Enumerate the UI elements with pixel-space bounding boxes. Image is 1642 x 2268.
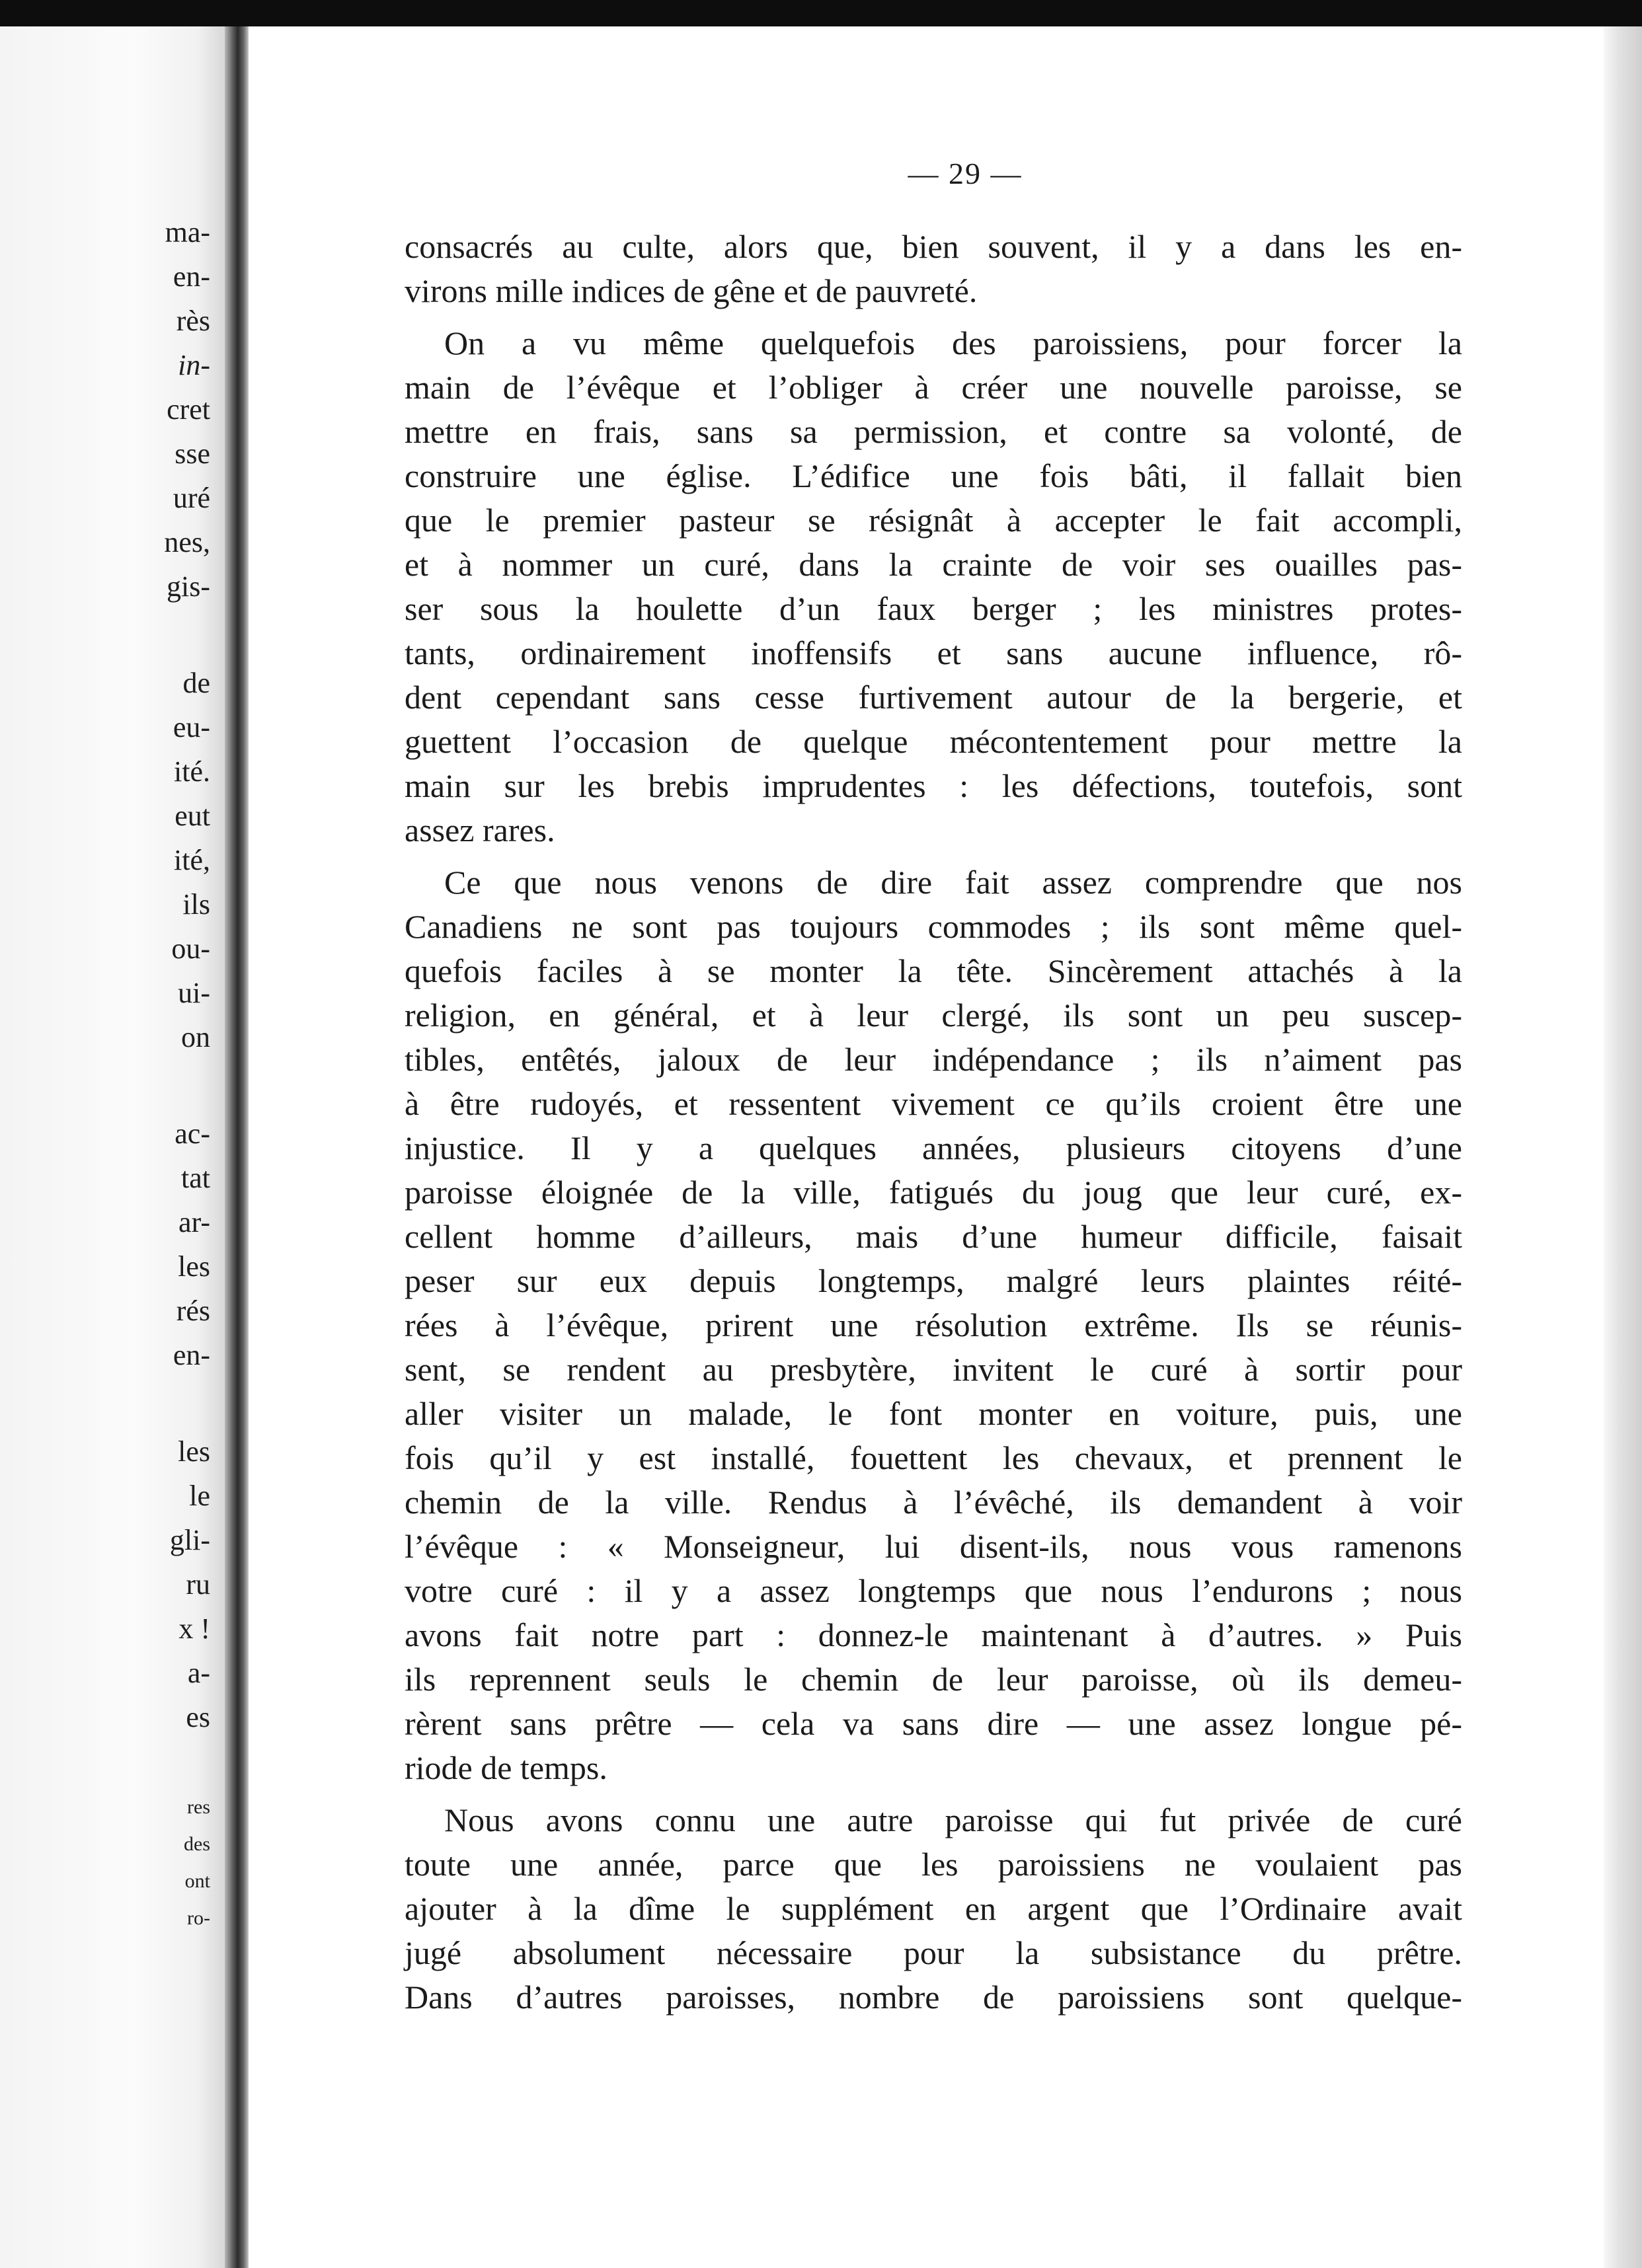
fragment: x ! [178, 1612, 210, 1645]
text-line: et à nommer un curé, dans la crainte de voir ses ouailles pas- [405, 546, 1462, 583]
text-line: peser sur eux depuis longtemps, malgré leurs plaintes réité- [405, 1262, 1462, 1299]
text-line: chemin de la ville. Rendus à l’évêché, ils demandent à voir [405, 1484, 1462, 1521]
fragment: ont [184, 1870, 210, 1892]
fragment: nes, [164, 526, 210, 558]
fragment: rés [176, 1295, 210, 1327]
text-line: tants, ordinairement inoffensifs et sans aucune influence, rô- [405, 634, 1462, 671]
fragment: gis- [167, 570, 210, 603]
text-line: toute une année, parce que les paroissiens ne voulaient pas [405, 1846, 1462, 1883]
paragraph [405, 1798, 1462, 2020]
fragment: es [186, 1701, 210, 1733]
text-line: l’évêque : « Monseigneur, lui disent-ils, nous vous ramenons [405, 1528, 1462, 1565]
text-line: guettent l’occasion de quelque mécontentement pour mettre la [405, 723, 1462, 760]
text-line: sent, se rendent au presbytère, invitent le curé à sortir pour [405, 1351, 1462, 1388]
text-line: On a vu même quelquefois des paroissiens, pour forcer la [444, 324, 1462, 361]
text-line: paroisse éloignée de la ville, fatigués du joug que leur curé, ex- [405, 1174, 1462, 1211]
text-line: votre curé : il y a assez longtemps que nous l’endurons ; nous [405, 1572, 1462, 1609]
text-line: avons fait notre part : donnez-le maintenant à d’autres. » Puis [405, 1616, 1462, 1653]
scan-top-border [0, 0, 1642, 26]
text-line: ajouter à la dîme le supplément en argent que l’Ordinaire avait [405, 1890, 1462, 1927]
text-line: tibles, entêtés, jaloux de leur indépendance ; ils n’aiment pas [405, 1041, 1462, 1078]
text-line: à être rudoyés, et ressentent vivement ce qu’ils croient être une [405, 1085, 1462, 1122]
fragment: a- [187, 1657, 210, 1689]
fragment: le [189, 1480, 210, 1512]
text-line: fois qu’il y est installé, fouettent les chevaux, et prennent le [405, 1439, 1462, 1476]
fragment: on [181, 1021, 210, 1053]
fragment: sse [175, 437, 210, 470]
fragment: tat [181, 1162, 210, 1194]
text-line: mettre en frais, sans sa permission, et contre sa volonté, de [405, 413, 1462, 450]
facing-page-text [0, 26, 225, 2268]
fragment: ro- [187, 1907, 210, 1929]
fragment: ru [186, 1568, 210, 1601]
text-line: riode de temps. [405, 1749, 607, 1786]
fragment: res [187, 1796, 210, 1818]
text-line: cellent homme d’ailleurs, mais d’une humeur difficile, faisait [405, 1218, 1462, 1255]
fragment: eu- [173, 711, 210, 743]
page-edge [1604, 26, 1642, 2268]
fragment: en- [173, 1339, 210, 1371]
body-text [405, 225, 1462, 2020]
text-line: rèrent sans prêtre — cela va sans dire — une assez longue pé- [405, 1705, 1462, 1742]
book-gutter [225, 26, 249, 2268]
fragment: ils [182, 888, 210, 921]
text-line: Canadiens ne sont pas toujours commodes ; ils sont même quel- [405, 908, 1462, 945]
text-line: virons mille indices de gêne et de pauvreté. [405, 272, 978, 309]
fragment: de [182, 667, 210, 699]
paragraph [405, 225, 1462, 313]
fragment: ar- [178, 1206, 210, 1238]
fragment: ité. [174, 755, 210, 788]
text-line: construire une église. L’édifice une fois bâti, il fallait bien [405, 457, 1462, 494]
text-line: Dans d’autres paroisses, nombre de paroissiens sont quelque- [405, 1979, 1462, 2016]
fragment: les [178, 1435, 210, 1468]
text-line: quefois faciles à se monter la tête. Sincèrement attachés à la [405, 952, 1462, 989]
text-line: ser sous la houlette d’un faux berger ; les ministres protes- [405, 590, 1462, 627]
text-line: Ce que nous venons de dire fait assez comprendre que nos [444, 864, 1462, 901]
fragment: ma- [165, 216, 210, 248]
fragment: in- [178, 349, 210, 381]
page-number: — 29 — [908, 157, 1023, 190]
fragment: ac- [175, 1117, 210, 1150]
paragraph [405, 321, 1462, 852]
text-line: jugé absolument nécessaire pour la subsistance du prêtre. [405, 1934, 1462, 1971]
text-line: aller visiter un malade, le font monter en voiture, puis, une [405, 1395, 1462, 1432]
text-line: main sur les brebis imprudentes : les défections, toutefois, sont [405, 767, 1462, 804]
fragment: rès [176, 305, 210, 337]
fragment: gli- [169, 1524, 210, 1556]
text-line: que le premier pasteur se résignât à accepter le fait accompli, [405, 502, 1462, 539]
text-line: consacrés au culte, alors que, bien souvent, il y a dans les en- [405, 228, 1462, 265]
fragment: les [178, 1250, 210, 1283]
text-line: main de l’évêque et l’obliger à créer une nouvelle paroisse, se [405, 369, 1462, 406]
text-line: ils reprennent seuls le chemin de leur paroisse, où ils demeu- [405, 1661, 1462, 1698]
fragment: ité, [174, 844, 210, 876]
text-line: injustice. Il y a quelques années, plusieurs citoyens d’une [405, 1129, 1462, 1166]
fragment: eut [175, 800, 210, 832]
fragment: cret [167, 393, 210, 426]
text-line: religion, en général, et à leur clergé, ils sont un peu suscep- [405, 997, 1462, 1034]
text-line: dent cependant sans cesse furtivement autour de la bergerie, et [405, 679, 1462, 716]
fragment: uré [173, 482, 210, 514]
fragment: des [184, 1833, 210, 1855]
text-line: rées à l’évêque, prirent une résolution extrême. Ils se réunis- [405, 1306, 1462, 1343]
fragment: ou- [171, 932, 210, 965]
text-line: assez rares. [405, 812, 555, 849]
text-line: Nous avons connu une autre paroisse qui fut privée de curé [444, 1801, 1462, 1838]
paragraph [405, 860, 1462, 1790]
fragment: ui- [178, 977, 210, 1009]
fragment: en- [173, 260, 210, 293]
